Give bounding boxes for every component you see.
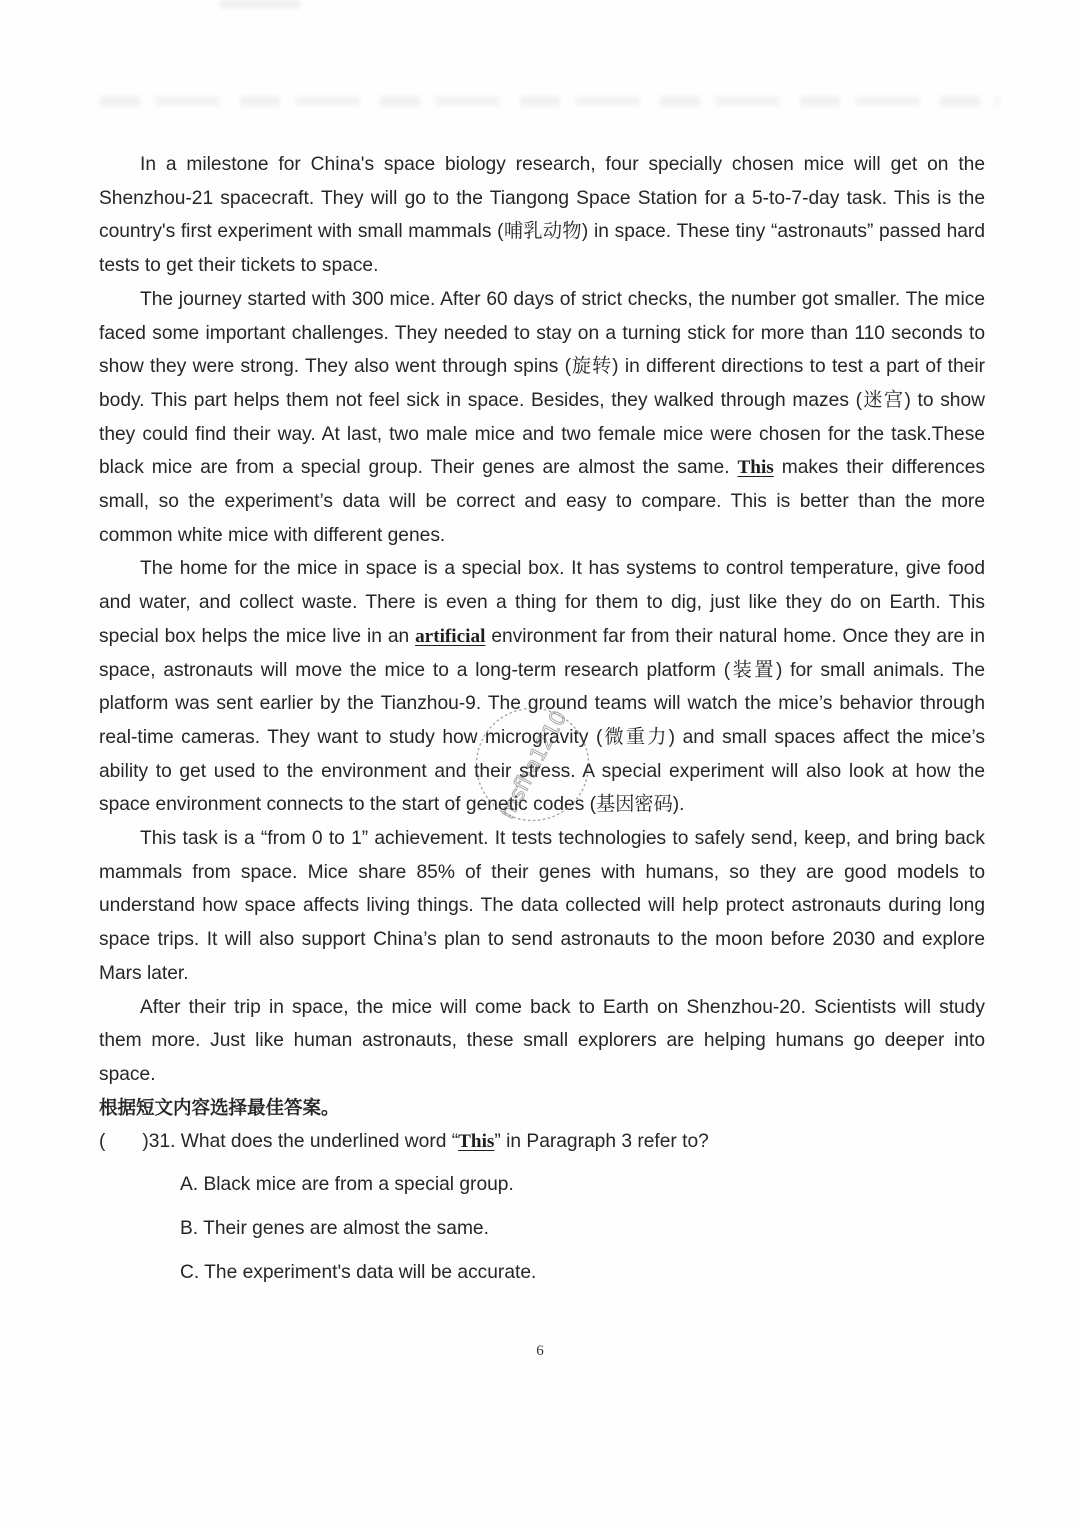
answer-paren-close: )	[142, 1131, 149, 1153]
question-text-after: ” in Paragraph 3 refer to?	[494, 1131, 709, 1153]
paragraph-3	[99, 552, 985, 822]
option-c[interactable]: C. The experiment's data will be accurate.	[180, 1261, 537, 1283]
page-content	[99, 148, 985, 1289]
paragraph-2	[99, 283, 985, 553]
question-text-before: What does the underlined word “	[175, 1131, 459, 1153]
paragraph-5	[99, 991, 985, 1092]
reading-passage	[99, 148, 985, 1092]
question-number: 31.	[148, 1131, 176, 1153]
question-keyword: This	[458, 1131, 495, 1153]
paragraph-text: The home for the mice in space is a special box. It has systems to control temperature, give food and water, and collect waste. There is even a thing for them to dig, just like they do on Earth. This special box helps the mice live in an	[99, 558, 985, 647]
underlined-keyword: artificial	[415, 625, 486, 647]
paragraph-text: After their trip in space, the mice will come back to Earth on Shenzhou-20. Scientists will study them more. Just like human astronauts, these small explorers are helping humans go deeper into space.	[99, 996, 985, 1085]
option-a[interactable]: A. Black mice are from a special group.	[180, 1174, 514, 1196]
paragraph-text: makes their differences small, so the experiment’s data will be correct and easy to compare. This is better than the more common white mice with different genes.	[99, 457, 985, 546]
underlined-keyword: This	[737, 457, 774, 479]
section-instruction: 根据短文内容选择最佳答案。	[99, 1097, 340, 1119]
answer-paren-open: (	[99, 1131, 106, 1153]
option-b[interactable]: B. Their genes are almost the same.	[180, 1217, 489, 1239]
paragraph-text: This task is a “from 0 to 1” achievement. It tests technologies to safely send, keep, and bring back mammals from space. Mice share 85% of their genes with humans, so they are good models to understand how space affects living things. The data collected will help protect astronauts during long space trips. It will also support China’s plan to send astronauts to the moon before 2030 and explore Mars later.	[99, 828, 985, 984]
answer-options	[99, 1159, 985, 1289]
page-number: 6	[536, 1343, 544, 1359]
scan-artifact	[220, 0, 300, 8]
question-31	[99, 1125, 985, 1159]
paragraph-4	[99, 822, 985, 991]
paragraph-text: environment far from their natural home. Once they are in space, astronauts will move the mice to a long-term research platform (装置) for small animals. The platform was sent earlier by the Tianzhou-9. The ground teams will watch the mice’s behavior through real-time cameras. They want to study how microgravity (微重力) and small spaces affect the mice’s ability to get used to the environment and their stress. A special experiment will also look at how the space environment connects to the start of genetic codes (基因密码).	[99, 625, 985, 816]
faded-header-line	[100, 96, 1000, 106]
watermark-text: msfha1210	[494, 706, 572, 823]
paragraph-text: The journey started with 300 mice. After 60 days of strict checks, the number got smaller. The mice faced some important challenges. They needed to stay on a turning stick for more than 110 seconds to show they were strong. They also went through spins (旋转) in different directions to test a part of their body. This part helps them not feel sick in space. Besides, they walked through mazes (迷宫) to show they could find their way. At last, two male mice and two female mice were chosen for the task.These black mice are from a special group. Their genes are almost the same.	[99, 288, 985, 479]
paragraph-text: In a milestone for China's space biology research, four specially chosen mice will get on the Shenzhou-21 spacecraft. They will go to the Tiangong Space Station for a 5-to-7-day task. This is the country's first experiment with small mammals (哺乳动物) in space. These tiny “astronauts” passed hard tests to get their tickets to space.	[99, 154, 985, 277]
paragraph-1	[99, 148, 985, 283]
